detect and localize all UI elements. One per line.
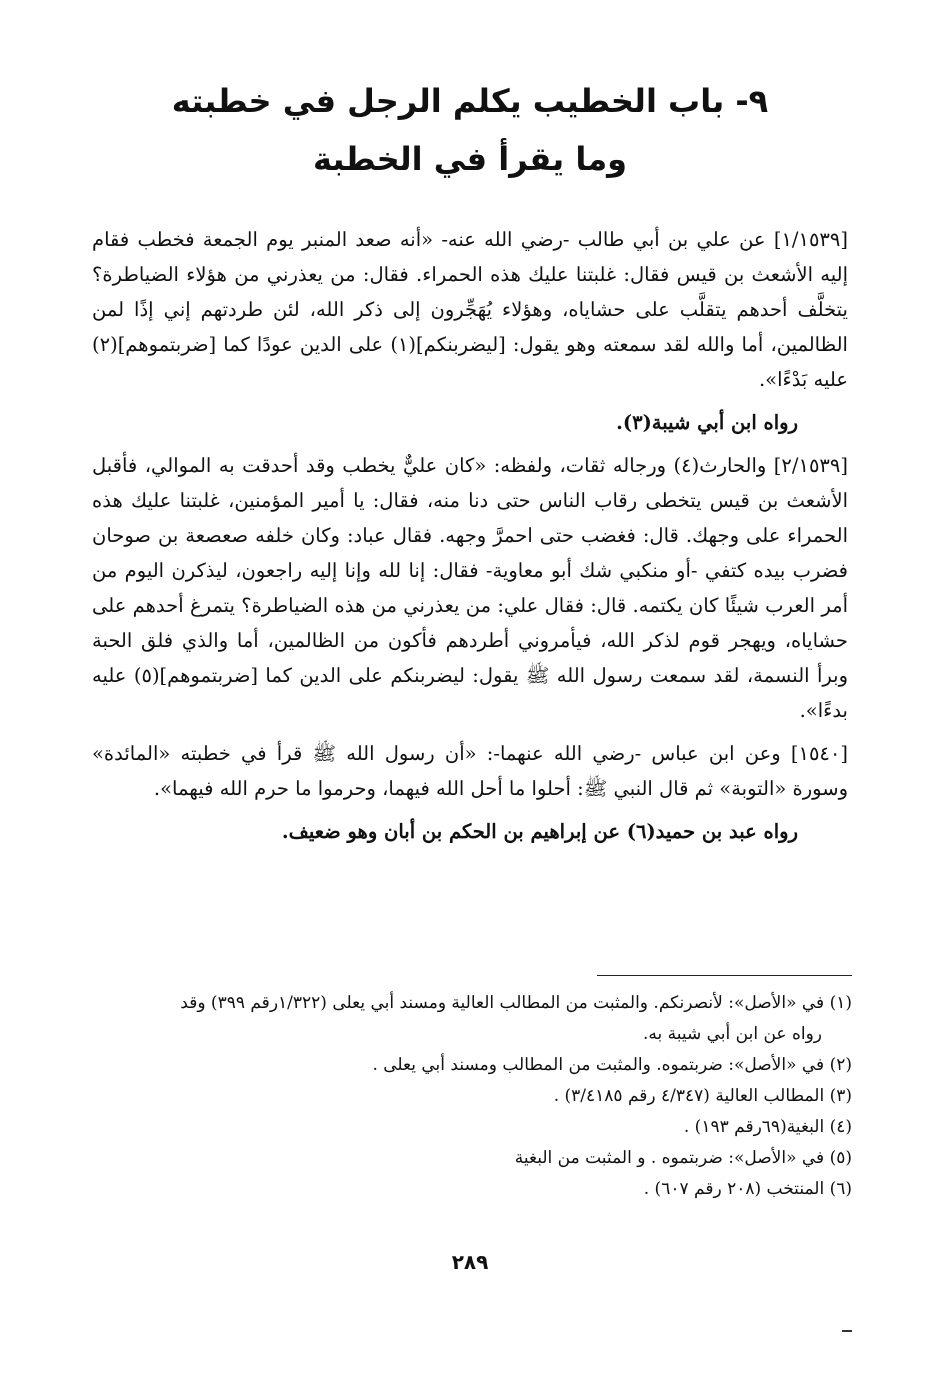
narration-source-1: رواه ابن أبي شيبة(٣). xyxy=(616,411,798,434)
footnote-6: (٦) المنتخب (٢٠٨ رقم ٦٠٧) . xyxy=(643,1179,852,1199)
footnote-3: (٣) المطالب العالية (٤/٣٤٧ رقم ٣/٤١٨٥) . xyxy=(553,1086,852,1106)
footnote-separator xyxy=(597,975,852,976)
footnote-2: (٢) في «الأصل»: ضربتموه. والمثبت من المطالب ومسند أبي يعلى . xyxy=(372,1055,852,1075)
footnote-5: (٥) في «الأصل»: ضربتموه . و المثبت من البغية xyxy=(514,1148,852,1168)
footnote-1: (١) في «الأصل»: لأنصرنكم. والمثبت من المطالب العالية ومسند أبي يعلى (١/٣٢٢رقم ٣٩٩) وقد xyxy=(180,993,852,1013)
footnote-1-continued: رواه عن ابن أبي شيبة به. xyxy=(642,1024,822,1044)
hadith-1540: [١٥٤٠] وعن ابن عباس -رضي الله عنهما-: «أن رسول الله ﷺ قرأ في خطبته «المائدة» وسورة «التوبة» ثم قال النبي ﷺ: أحلوا ما أحل الله فيهما، وحرموا ما حرم الله فيهما». xyxy=(92,742,848,800)
chapter-title-line-2: وما يقرأ في الخطبة xyxy=(312,140,628,178)
main-text xyxy=(92,222,848,857)
footnote-4: (٤) البغية(٦٩رقم ١٩٣) . xyxy=(683,1117,852,1137)
hadith-1539-1: [١/١٥٣٩] عن علي بن أبي طالب -رضي الله عنه- «أنه صعد المنبر يوم الجمعة فخطب فقام إليه الأشعث بن قيس فقال: غلبتنا عليك هذه الحمراء. فقال: من يعذرني من هؤلاء الضياطرة؟ يتخلَّف أحدهم يتقلَّب على حشاياه، وهؤلاء يُهَجِّرون إلى ذكر الله، لئن طردتهم إني إذًا لمن الظالمين، أما والله لقد سمعته وهو يقول: [ليضربنكم](١) على الدين عودًا كما [ضربتموهم](٢) عليه بَدْءًا». xyxy=(92,228,848,391)
scan-mark xyxy=(842,1330,852,1332)
narration-source-2: رواه عبد بن حميد(٦) عن إبراهيم بن الحكم بن أبان وهو ضعيف. xyxy=(281,820,798,843)
hadith-1539-2: [٢/١٥٣٩] والحارث(٤) ورجاله ثقات، ولفظه: «كان عليٌّ يخطب وقد أحدقت به الموالي، فأقبل الأشعث بن قيس يتخطى رقاب الناس حتى دنا منه، فقال: يا أمير المؤمنين، غلبتنا عليك هذه الحمراء على وجهك. قال: فغضب حتى احمرَّ وجهه. فقال عباد: وكان خلفه صعصعة بن صوحان فضرب بيده كتفي -أو منكبي شك أبو معاوية- فقال: إنا لله وإنا إليه راجعون، ليذكرن اليوم من أمر العرب شيئًا كان يكتمه. قال: فقال علي: من يعذرني من هذه الضياطرة؟ يتمرغ أحدهم على حشاياه، ويهجر قوم لذكر الله، فيأمروني أطردهم فأكون من الظالمين، أما والذي فلق الحبة وبرأ النسمة، لقد سمعت رسول الله ﷺ يقول: ليضربنكم على الدين كما [ضربتموهم](٥) عليه بدءًا». xyxy=(92,454,848,722)
page-number: ٢٨٩ xyxy=(451,1250,489,1274)
chapter-title-line-1: ٩- باب الخطيب يكلم الرجل في خطبته xyxy=(171,82,769,120)
footnotes xyxy=(92,988,852,1205)
